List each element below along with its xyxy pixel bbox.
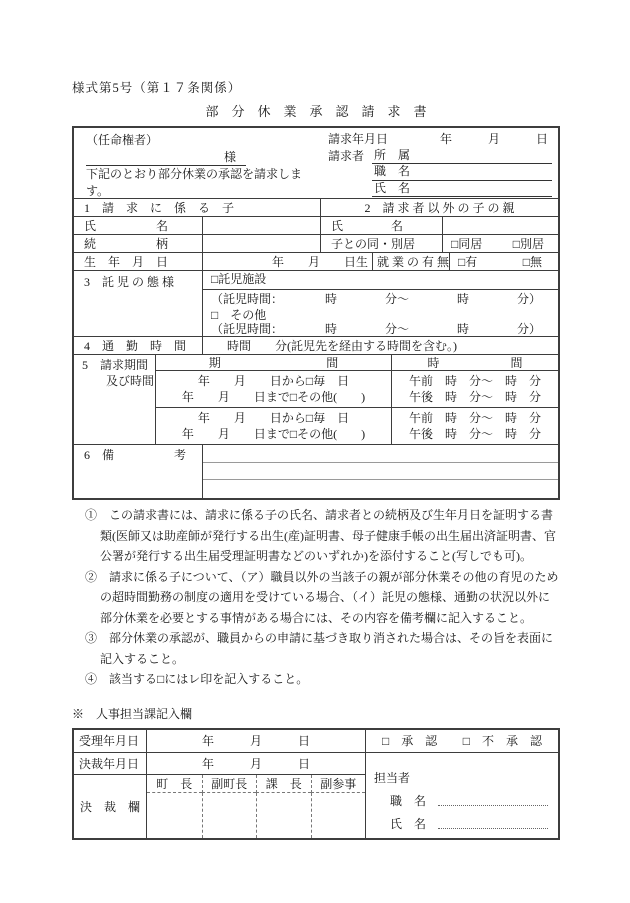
employment-label: 就 業 の 有 無 (372, 253, 449, 270)
employment-yes-checkbox[interactable]: □有 (458, 255, 478, 269)
approver-mayor-label: 町 長 (147, 775, 202, 793)
stamp-cell-mayor[interactable] (147, 793, 202, 838)
parent-name-label: 氏 名 (320, 217, 442, 234)
appointer-block (74, 128, 322, 198)
approve-checkbox[interactable]: □ 承 認 (382, 734, 438, 748)
staff-cell (365, 752, 558, 838)
everyday-checkbox-2[interactable]: □毎 日 (305, 411, 350, 425)
admin-section-heading: ※ 人事担当課記入欄 (72, 706, 193, 721)
staff-position-field[interactable] (438, 805, 548, 806)
stamp-cell-deputy-counselor[interactable] (311, 793, 366, 838)
am-time-1[interactable]: 午前 時 分～ 時 分 (408, 374, 541, 388)
childcare-other-checkbox[interactable]: □ その他 (211, 308, 267, 321)
received-date-label: 受理年月日 (79, 734, 140, 748)
requester-name-field[interactable] (372, 180, 552, 198)
stamp-cell-section-chief[interactable] (256, 793, 311, 838)
other-checkbox-1[interactable]: □その他( ) (289, 390, 366, 404)
period-header-cell (156, 355, 391, 370)
cohabit-label: 子との同・別居 (320, 235, 442, 252)
name-row-cells (74, 216, 558, 234)
name-row (328, 181, 552, 198)
from-date-2[interactable]: 年 月 日から (197, 411, 306, 425)
commute-label: 4 通 勤 時 間 (84, 339, 187, 353)
cohabit-options-cell (442, 235, 558, 252)
childcare-section-row (74, 270, 558, 336)
period-times-1 (391, 371, 558, 407)
relation-label: 続 柄 (84, 237, 169, 251)
to-date-2[interactable]: 年 月 日まで (181, 427, 290, 441)
affiliation-field[interactable] (372, 147, 552, 165)
form-number: 様式第5号（第１７条関係） (72, 81, 242, 95)
from-date-1[interactable]: 年 月 日から (197, 374, 306, 388)
admin-table (72, 728, 560, 840)
commute-value-cell[interactable]: 時間 分(託児先を経由する時間を含む。) (202, 337, 558, 354)
am-time-2[interactable]: 午前 時 分～ 時 分 (408, 411, 541, 425)
period-section-label (74, 355, 155, 444)
note-3: ③ 部分休業の承認が、職員からの申請に基づき取り消された場合は、その旨を表面に記入すること。 (85, 631, 554, 666)
birth-label: 生 年 月 日 (84, 255, 169, 269)
period-dates-2 (156, 408, 391, 444)
period-times-2 (391, 408, 558, 444)
pm-time-2[interactable]: 午後 時 分～ 時 分 (408, 427, 541, 441)
notes-block (72, 505, 560, 690)
childcare-detail-cell (202, 271, 558, 336)
commute-section-row (74, 336, 558, 354)
time-header-b: 間 (510, 356, 523, 370)
period-group-2 (156, 408, 558, 444)
pm-time-1[interactable]: 午後 時 分～ 時 分 (408, 390, 541, 404)
period-section-row (74, 354, 558, 444)
kessai-label: 決 裁 欄 (74, 774, 146, 838)
period-label-line1: 5 請求期間 (82, 358, 149, 372)
decision-date-label: 決裁年月日 (74, 752, 146, 774)
to-date-1[interactable]: 年 月 日まで (181, 390, 290, 404)
child-name-label: 氏 名 (84, 219, 169, 233)
birth-value-cell[interactable]: 年 月 日生 (202, 253, 372, 270)
request-date-value: 年 月 日 (439, 132, 548, 146)
section2-title: 2 請 求 者 以 外 の 子 の 親 (320, 199, 558, 216)
position-label: 職 名 (374, 164, 411, 178)
remarks-lines (202, 445, 558, 498)
position-field[interactable] (372, 163, 552, 181)
facility-time-line: （託児時間： 時 分～ 時 分） (211, 292, 542, 306)
cohabit-yes-checkbox[interactable]: □同居 (451, 237, 483, 251)
kessai-grid-cell (146, 774, 365, 838)
time-header-cell (391, 355, 558, 370)
section1-title: 1 請 求 に 係 る 子 (84, 201, 235, 215)
requester-block (322, 128, 558, 198)
period-header-b: 間 (326, 356, 339, 370)
decision-date-value[interactable]: 年 月 日 (146, 752, 365, 774)
request-form-table (72, 126, 560, 500)
appointer-label: （任命権者） (86, 133, 159, 147)
childcare-label: 3 託 児 の 態 様 (84, 275, 175, 289)
remarks-line-2[interactable] (203, 463, 558, 481)
parent-name-value-cell[interactable] (442, 217, 558, 234)
remarks-label: 6 備 考 (84, 448, 187, 462)
approver-deputy-mayor-label: 副町長 (202, 775, 257, 793)
form-header-row (74, 128, 558, 198)
section-titles-row (74, 198, 558, 216)
birth-row-cells (74, 252, 558, 270)
period-section-grid (155, 355, 558, 444)
period-group-1 (156, 371, 558, 408)
staff-position-row (374, 786, 548, 809)
requester-name-label: 氏 名 (374, 180, 411, 195)
child-name-value-cell[interactable] (202, 217, 320, 234)
form-title: 部 分 休 業 承 認 請 求 書 (205, 104, 427, 119)
remarks-line-1[interactable] (203, 445, 558, 463)
childcare-facility-checkbox[interactable]: □託児施設 (203, 271, 558, 290)
request-date-label: 請求年月日 (328, 132, 389, 146)
other-checkbox-2[interactable]: □その他( ) (289, 427, 366, 441)
period-dates-1 (156, 371, 391, 407)
staff-name-field[interactable] (438, 828, 548, 829)
employment-options-cell (449, 253, 558, 270)
kessai-grid (147, 775, 365, 838)
request-statement: 下記のとおり部分休業の承認を請求します。 (86, 167, 303, 198)
remarks-line-3[interactable] (203, 480, 558, 498)
affiliation-row (328, 148, 552, 165)
employment-no-checkbox[interactable]: □無 (522, 255, 542, 269)
stamp-cell-deputy-mayor[interactable] (202, 793, 257, 838)
everyday-checkbox-1[interactable]: □毎 日 (305, 374, 350, 388)
staff-label: 担当者 (374, 770, 411, 785)
approver-deputy-counselor-label: 副参事 (311, 775, 366, 793)
approval-options-cell (365, 730, 558, 752)
note-4: ④ 該当する□にはレ印を記入すること。 (85, 672, 309, 686)
staff-name-label: 氏 名 (390, 816, 427, 831)
relation-row-cells (74, 234, 558, 252)
cohabit-no-checkbox[interactable]: □別居 (512, 237, 544, 251)
staff-position-label: 職 名 (390, 793, 427, 808)
period-label-line2: 及び時間 (82, 374, 155, 388)
note-1: ① この請求書には、請求に係る子の氏名、請求者との続柄及び生年月日を証明する書類(医師又は助産師が発行する出生(産)証明書、母子健康手帳の出生届出済証明書、官公署が発行する出生届受理証明書などのいずれか)を添付すること(写しでも可)。 (85, 508, 556, 563)
period-time-header (156, 355, 558, 371)
received-date-value[interactable]: 年 月 日 (146, 730, 365, 752)
staff-name-row (374, 809, 548, 832)
request-date-row (328, 131, 552, 148)
time-header-a: 時 (427, 356, 440, 370)
period-header-a: 期 (208, 356, 221, 370)
honorific-label: 様 (223, 150, 236, 164)
position-row (328, 164, 552, 181)
affiliation-label: 所 属 (374, 147, 411, 162)
relation-value-cell[interactable] (202, 235, 320, 252)
appointer-name-field[interactable] (86, 149, 246, 166)
approver-section-chief-label: 課 長 (256, 775, 311, 793)
remarks-section-row (74, 444, 558, 498)
reject-checkbox[interactable]: □ 不 承 認 (462, 734, 542, 748)
requester-label: 請求者 (328, 148, 365, 163)
other-time-line: （託児時間： 時 分～ 時 分） (211, 322, 542, 336)
note-2: ② 請求に係る子について、（ア）職員以外の当該子の親が部分休業その他の育児のための超時間勤務の制度の適用を受けている場合、（イ）託児の態様、通勤の状況以外に部分休業を必要とする事情がある場合には、その内容を備考欄に記入すること。 (85, 569, 559, 625)
